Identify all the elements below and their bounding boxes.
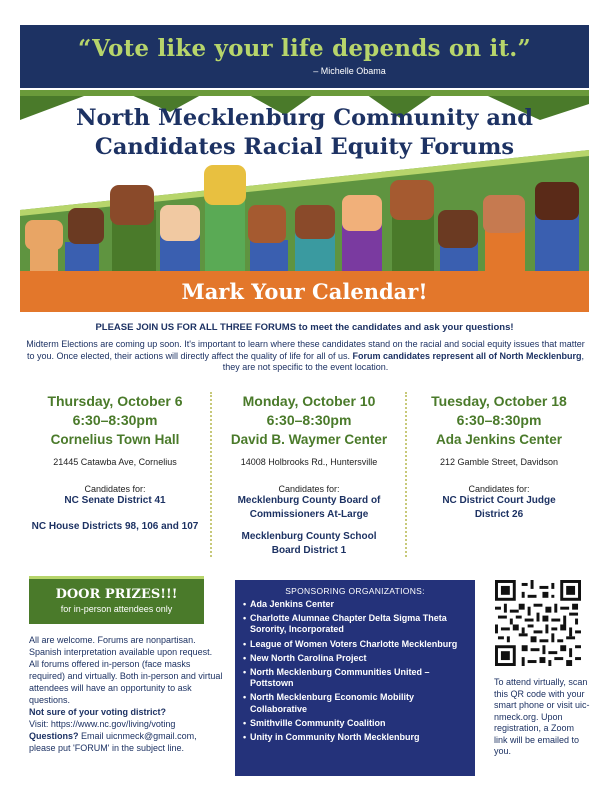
quote-banner [20,25,589,88]
race-item: NC District Court Judge District 26 [442,495,556,520]
forum-davidson [404,392,594,522]
title-line-2: Candidates Racial Equity Forums [94,134,515,160]
sponsor-item: • Charlotte Alumnae Chapter Delta Sigma Theta Sorority, Incorporated [243,613,447,635]
calendar-heading: Mark Your Calendar! [181,279,428,304]
sponsor-item: • New North Carolina Project [243,652,367,663]
forum-address: 212 Gamble Street, Davidson [439,457,559,467]
sponsors-box [235,580,475,776]
join-invitation: PLEASE JOIN US FOR ALL THREE FORUMS to meet the candidates and ask your questions! [95,322,514,333]
intro-bold: Forum candidates represent all of North Mecklenburg [352,350,582,361]
forum-huntersville [214,392,404,558]
intro-tail: , they are not specific to the event location. [222,350,585,372]
sponsor-item: • North Mecklenburg Economic Mobility Collaborative [243,692,415,714]
event-title [20,104,589,162]
forum-day: Monday, October 10 [242,393,376,409]
door-prizes-title: DOOR PRIZES!!! [55,587,178,602]
candidates-label: Candidates for: [278,484,340,494]
forum-venue: Cornelius Town Hall [50,432,180,447]
qr-code[interactable] [495,580,581,666]
sponsor-item: • Smithville Community Coalition [243,717,386,728]
forum-address: 21445 Catawba Ave, Cornelius [53,457,177,467]
district-question: Not sure of your voting district? [29,707,167,717]
forum-time: 6:30–8:30pm [72,412,158,428]
forum-day: Thursday, October 6 [47,393,183,409]
race-item: NC Senate District 41 [64,495,166,506]
candidates-label: Candidates for: [468,484,530,494]
sponsor-item: • North Mecklenburg Communities United – Pottstown [243,667,430,689]
intro-text: Midterm Elections are coming up soon. It's important to learn where these candidates stand on the racial and social equity issues that matter to you. Once elected, their actions will directly affect the quality of life for all of us. [26,339,585,361]
quote-author: – Michelle Obama [313,66,386,76]
intro-paragraph [24,339,587,374]
sponsor-item: • Ada Jenkins Center [243,599,335,609]
event-info [29,634,224,754]
quote-text: “Vote like your life depends on it.” [78,35,531,62]
forum-address: 14008 Holbrooks Rd., Huntersville [240,457,378,467]
sponsor-item: • League of Women Voters Charlotte Mecklenburg [243,638,458,649]
sponsor-item: • Unity in Community North Mecklenburg [243,732,420,743]
questions-line: Questions? Email uicnmeck@gmail.com, please put 'FORUM' in the subject line. [29,731,197,753]
race-item: Mecklenburg County Board of Commissioners At-Large [237,495,381,520]
virtual-attendance-note: To attend virtually, scan this QR code with your smart phone or visit uic-nmeck.org. Upon registration, a Zoom link will be emailed to you. [494,677,590,756]
sponsors-heading: SPONSORING ORGANIZATIONS: [285,586,425,596]
calendar-banner [20,271,589,312]
forum-time: 6:30–8:30pm [456,412,542,428]
forum-venue: David B. Waymer Center [230,432,388,447]
voting-link[interactable]: Visit: https://www.nc.gov/living/voting [29,719,176,729]
race-item: Mecklenburg County School Board District 1 [241,531,377,556]
info-paragraph: All are welcome. Forums are nonpartisan. Spanish interpretation available upon request. All forums offered in-person (face masks required) and virtually. Both in-person and virtual attendees will have an opportunity to ask questions. [29,635,223,705]
race-item: NC House Districts 98, 106 and 107 [31,521,199,532]
forum-day: Tuesday, October 18 [431,393,567,409]
title-line-1: North Mecklenburg Community and [75,105,534,131]
door-prizes-subtitle: for in-person attendees only [60,604,173,614]
column-divider [210,392,212,557]
forum-venue: Ada Jenkins Center [435,432,563,447]
candidates-label: Candidates for: [84,484,146,494]
forum-time: 6:30–8:30pm [266,412,352,428]
door-prizes-box [29,576,204,624]
forum-cornelius [20,392,210,534]
